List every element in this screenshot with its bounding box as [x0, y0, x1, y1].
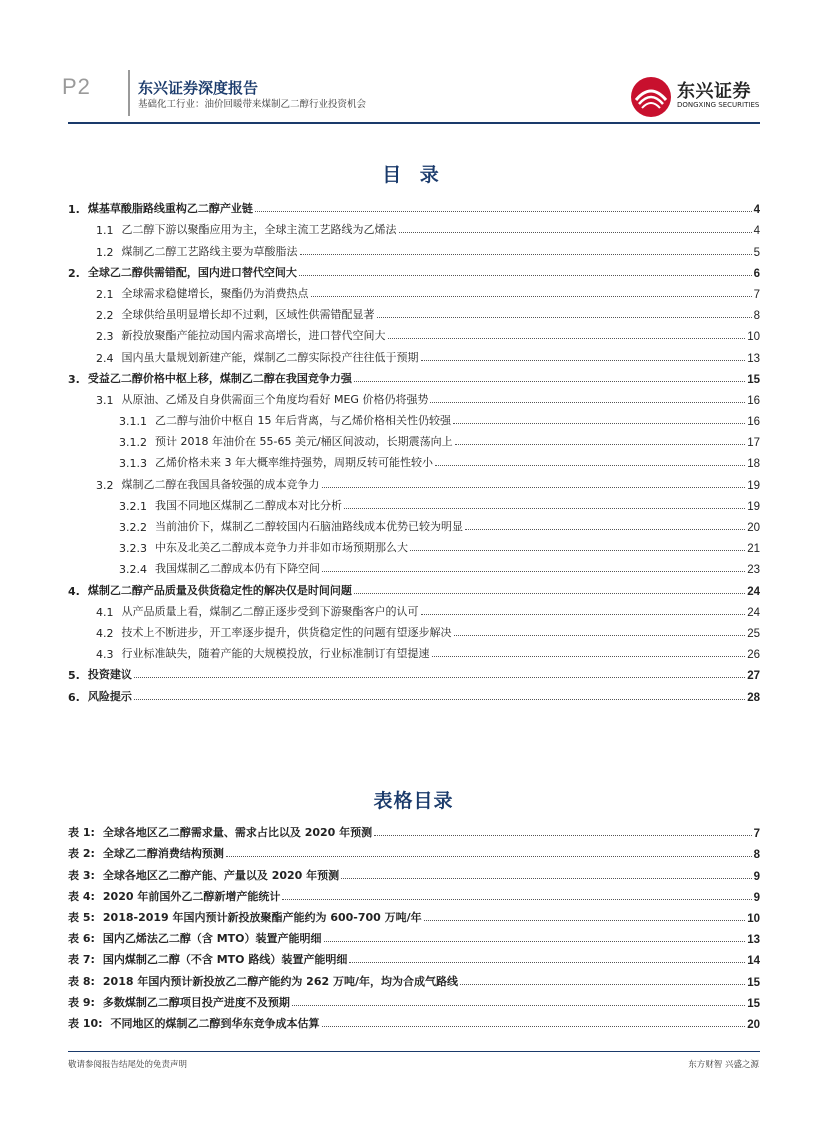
toc-entry-text: 全球供给虽明显增长却不过剩，区域性供需错配显著	[121, 308, 375, 322]
table-entry-number: 表 9:	[68, 995, 95, 1009]
toc-entry-page: 28	[747, 691, 760, 704]
toc-entry-text: 行业标准缺失，随着产能的大规模投放，行业标准制订有望提速	[121, 647, 430, 661]
toc-entry-number: 4.	[68, 584, 80, 598]
toc-entry-page: 23	[747, 564, 760, 577]
toc-entry-page: 20	[747, 522, 760, 534]
table-entry-text: 2018-2019 年国内预计新投放聚酯产能约为 600-700 万吨/年	[102, 910, 422, 924]
report-title: 东兴证券深度报告	[138, 79, 259, 97]
dot-leader	[424, 920, 746, 921]
dot-leader	[300, 254, 752, 255]
toc-entry[interactable]	[68, 598, 760, 619]
toc-entry[interactable]	[68, 280, 760, 301]
dongxing-logo-icon	[630, 76, 672, 118]
table-entry[interactable]	[68, 946, 760, 967]
toc-entry-text: 我国不同地区煤制乙二醇成本对比分析	[155, 498, 342, 512]
toc-entry[interactable]	[68, 682, 760, 703]
dot-leader	[322, 571, 745, 572]
toc-entry[interactable]	[68, 534, 760, 555]
dot-leader	[226, 856, 752, 857]
toc-entry-number: 3.2.2	[119, 521, 147, 534]
header-divider	[128, 70, 130, 116]
table-entry-number: 表 3:	[68, 868, 95, 882]
dot-leader	[299, 275, 752, 276]
dot-leader	[354, 593, 745, 594]
toc-entry-text: 从产品质量上看，煤制乙二醇正逐步受到下游聚酯客户的认可	[121, 604, 419, 618]
toc-entry-text: 乙烯价格未来 3 年大概率维持强势，周期反转可能性较小	[155, 456, 433, 470]
table-entry[interactable]	[68, 819, 760, 840]
toc-entry-text: 煤制乙二醇产品质量及供货稳定性的解决仅是时间问题	[87, 583, 352, 597]
dot-leader	[377, 317, 752, 318]
toc-entry-text: 新投放聚酯产能拉动国内需求高增长，进口替代空间大	[121, 329, 386, 343]
dot-leader	[354, 381, 745, 382]
dot-leader	[388, 338, 746, 339]
toc-entry-page: 16	[747, 394, 760, 407]
table-entry-page: 20	[747, 1018, 760, 1031]
dot-leader	[410, 550, 745, 551]
dot-leader	[430, 402, 745, 403]
table-list-title: 表格目录	[373, 790, 454, 812]
toc-entry[interactable]	[68, 492, 760, 513]
toc-entry-number: 1.1	[96, 224, 114, 238]
toc-entry-number: 5.	[68, 669, 80, 683]
toc-title: 目 录	[382, 164, 445, 186]
toc-entry-page: 16	[747, 416, 760, 429]
toc-entry-page: 6	[753, 267, 760, 280]
footer-rule	[68, 1051, 760, 1052]
table-entry[interactable]	[68, 989, 760, 1010]
toc-entry-text: 煤制乙二醇在我国具备较强的成本竞争力	[121, 477, 320, 491]
dot-leader	[421, 360, 746, 361]
toc-entry-text: 中东及北美乙二醇成本竞争力并非如市场预期那么大	[155, 541, 408, 555]
toc-entry[interactable]	[68, 407, 760, 428]
toc-entry-page: 25	[747, 627, 760, 640]
table-entry-number: 表 7:	[68, 953, 95, 967]
table-list	[68, 819, 760, 1031]
toc-entry-text: 我国煤制乙二醇成本仍有下降空间	[155, 562, 320, 576]
toc-entry-number: 2.1	[96, 287, 114, 301]
toc-entry-page: 13	[747, 352, 760, 365]
toc-entry[interactable]	[68, 619, 760, 640]
toc-entry-number: 2.	[68, 266, 80, 280]
toc-entry-text: 从原油、乙烯及自身供需面三个角度均看好 MEG 价格仍将强势	[121, 392, 429, 406]
dot-leader	[399, 232, 752, 233]
toc-entry[interactable]	[68, 216, 760, 237]
toc-entry[interactable]	[68, 640, 760, 661]
table-entry-number: 表 4:	[68, 889, 95, 903]
toc-entry-page: 8	[753, 310, 760, 323]
toc-entry-text: 乙二醇下游以聚酯应用为主，全球主流工艺路线为乙烯法	[121, 223, 397, 237]
toc-entry-number: 4.2	[96, 626, 114, 640]
dot-leader	[374, 835, 751, 836]
toc-entry-number: 3.2.3	[119, 542, 147, 556]
toc-entry-text: 预计 2018 年油价在 55-65 美元/桶区间波动，长期震荡向上	[155, 435, 453, 449]
toc-entry-page: 26	[747, 649, 760, 662]
toc-entry-text: 投资建议	[87, 668, 132, 682]
toc-entry-page: 19	[747, 500, 760, 513]
table-entry[interactable]	[68, 904, 760, 925]
logo-subtext: DONGXING SECURITIES	[677, 101, 760, 109]
dot-leader	[134, 677, 745, 678]
toc-entry-page: 5	[753, 246, 760, 259]
table-entry-page: 9	[753, 870, 760, 883]
toc-entry[interactable]	[68, 237, 760, 258]
toc-entry-number: 2.3	[96, 330, 114, 344]
toc-entry[interactable]	[68, 470, 760, 491]
dot-leader	[282, 899, 751, 900]
toc-entry-page: 4	[753, 204, 760, 217]
toc-entry-text: 全球乙二醇供需错配，国内进口替代空间大	[87, 265, 297, 279]
toc-entry-number: 2.4	[96, 351, 114, 365]
table-entry-number: 表 8:	[68, 974, 95, 988]
table-entry[interactable]	[68, 925, 760, 946]
footer-disclaimer: 敬请参阅报告结尾处的免责声明	[68, 1060, 188, 1070]
table-entry-number: 表 5:	[68, 910, 95, 924]
dot-leader	[134, 699, 745, 700]
table-entry-page: 13	[747, 934, 760, 947]
toc-entry-text: 全球需求稳健增长，聚酯仍为消费热点	[121, 286, 309, 300]
dot-leader	[460, 984, 745, 985]
dot-leader	[453, 423, 745, 424]
table-entry[interactable]	[68, 840, 760, 861]
table-entry-number: 表 6:	[68, 932, 95, 946]
toc-entry-text: 风险提示	[87, 689, 132, 703]
table-entry-text: 全球各地区乙二醇需求量、需求占比以及 2020 年预测	[102, 826, 373, 840]
table-entry-text: 国内乙烯法乙二醇（含 MTO）装置产能明细	[102, 932, 322, 946]
dot-leader	[465, 529, 745, 530]
table-entry-text: 全球各地区乙二醇产能、产量以及 2020 年预测	[102, 868, 340, 882]
report-subtitle: 基础化工行业：油价回暖带来煤制乙二醇行业投资机会	[138, 99, 367, 110]
toc-entry-text: 国内虽大量规划新建产能，煤制乙二醇实际投产往往低于预期	[121, 350, 419, 364]
dot-leader	[344, 508, 745, 509]
dot-leader	[432, 656, 746, 657]
table-entry[interactable]	[68, 967, 760, 988]
toc-entry[interactable]	[68, 365, 760, 386]
toc-entry-number: 1.2	[96, 245, 114, 259]
toc-entry-number: 3.2.1	[119, 499, 147, 513]
toc-entry-page: 10	[747, 331, 760, 344]
toc-entry[interactable]	[68, 555, 760, 576]
toc-entry-page: 24	[747, 585, 760, 598]
table-entry[interactable]	[68, 1010, 760, 1031]
table-entry-text: 2020 年前国外乙二醇新增产能统计	[102, 889, 281, 903]
table-entry-page: 14	[747, 955, 760, 968]
toc-entry-page: 21	[747, 543, 760, 556]
dot-leader	[454, 635, 746, 636]
page-number: P2	[62, 74, 91, 99]
table-entry-page: 10	[747, 912, 760, 925]
toc-entry-number: 3.2.4	[119, 563, 147, 577]
table-entry[interactable]	[68, 861, 760, 882]
toc-entry[interactable]	[68, 576, 760, 597]
toc-entry-number: 3.	[68, 372, 80, 386]
toc-entry-page: 7	[753, 288, 760, 301]
toc-entry-number: 3.2	[96, 478, 114, 492]
toc-entry-text: 煤制乙二醇工艺路线主要为草酸脂法	[121, 244, 298, 258]
table-entry-text: 国内煤制乙二醇（不含 MTO 路线）装置产能明细	[102, 953, 348, 967]
toc-entry-number: 6.	[68, 690, 80, 704]
toc-entry-text: 煤基草酸脂路线重构乙二醇产业链	[87, 202, 253, 216]
toc-entry-page: 27	[747, 670, 760, 683]
toc-entry-number: 4.1	[96, 605, 114, 619]
table-entry-number: 表 10:	[68, 1016, 103, 1030]
toc-entry[interactable]	[68, 259, 760, 280]
dot-leader	[324, 941, 746, 942]
dongxing-logo	[630, 76, 760, 118]
dot-leader	[349, 962, 745, 963]
dot-leader	[322, 1026, 746, 1027]
toc-entry-number: 3.1	[96, 393, 114, 407]
dot-leader	[421, 614, 746, 615]
toc-entry[interactable]	[68, 343, 760, 364]
toc-entry-number: 3.1.3	[119, 457, 147, 471]
table-entry-page: 7	[753, 828, 760, 841]
toc-entry-page: 4	[753, 225, 760, 238]
toc-entry-number: 3.1.1	[119, 415, 147, 429]
table-entry-page: 15	[747, 997, 760, 1010]
dot-leader	[255, 211, 752, 212]
table-entry-number: 表 2:	[68, 847, 95, 861]
toc-entry-page: 17	[747, 437, 760, 450]
toc-entry-number: 4.3	[96, 648, 114, 662]
toc-entry-text: 技术上不断进步，开工率逐步提升，供货稳定性的问题有望逐步解决	[121, 625, 452, 639]
toc-entry[interactable]	[68, 386, 760, 407]
toc-entry-page: 18	[747, 458, 760, 471]
toc-entry-page: 15	[747, 373, 760, 386]
table-entry-page: 9	[753, 891, 760, 904]
toc-entry-text: 乙二醇与油价中枢自 15 年后背离，与乙烯价格相关性仍较强	[155, 414, 451, 428]
dot-leader	[311, 296, 752, 297]
table-entry-text: 2018 年国内预计新投放乙二醇产能约为 262 万吨/年，均为合成气路线	[102, 974, 458, 988]
dot-leader	[322, 487, 746, 488]
dot-leader	[435, 465, 745, 466]
toc-entry-page: 24	[747, 606, 760, 619]
table-entry-page: 8	[753, 849, 760, 862]
table-entry[interactable]	[68, 883, 760, 904]
table-entry-text: 全球乙二醇消费结构预测	[102, 847, 224, 861]
toc-entry[interactable]	[68, 513, 760, 534]
toc-entry[interactable]	[68, 322, 760, 343]
table-entry-number: 表 1:	[68, 826, 95, 840]
dot-leader	[341, 878, 751, 879]
toc-entry-number: 1.	[68, 203, 80, 217]
toc-entry-text: 当前油价下，煤制乙二醇较国内石脑油路线成本优势已较为明显	[155, 520, 463, 533]
logo-text: 东兴证券	[677, 81, 751, 102]
table-entry-text: 多数煤制乙二醇项目投产进度不及预期	[102, 995, 290, 1009]
toc-entry[interactable]	[68, 301, 760, 322]
toc-entry-text: 受益乙二醇价格中枢上移，煤制乙二醇在我国竞争力强	[87, 371, 352, 385]
table-entry-page: 15	[747, 976, 760, 989]
dot-leader	[292, 1005, 745, 1006]
footer-slogan: 东方财智 兴盛之源	[688, 1060, 759, 1070]
dot-leader	[455, 444, 746, 445]
toc-entry-number: 3.1.2	[119, 436, 147, 450]
toc-entry-number: 2.2	[96, 309, 114, 323]
toc-entry[interactable]	[68, 449, 760, 470]
toc-entry[interactable]	[68, 195, 760, 216]
toc-entry-page: 19	[747, 479, 760, 492]
header-rule	[68, 122, 760, 124]
toc-entry[interactable]	[68, 428, 760, 449]
table-entry-text: 不同地区的煤制乙二醇到华东竞争成本估算	[110, 1016, 320, 1030]
toc-list	[68, 195, 760, 704]
toc-entry[interactable]	[68, 661, 760, 682]
